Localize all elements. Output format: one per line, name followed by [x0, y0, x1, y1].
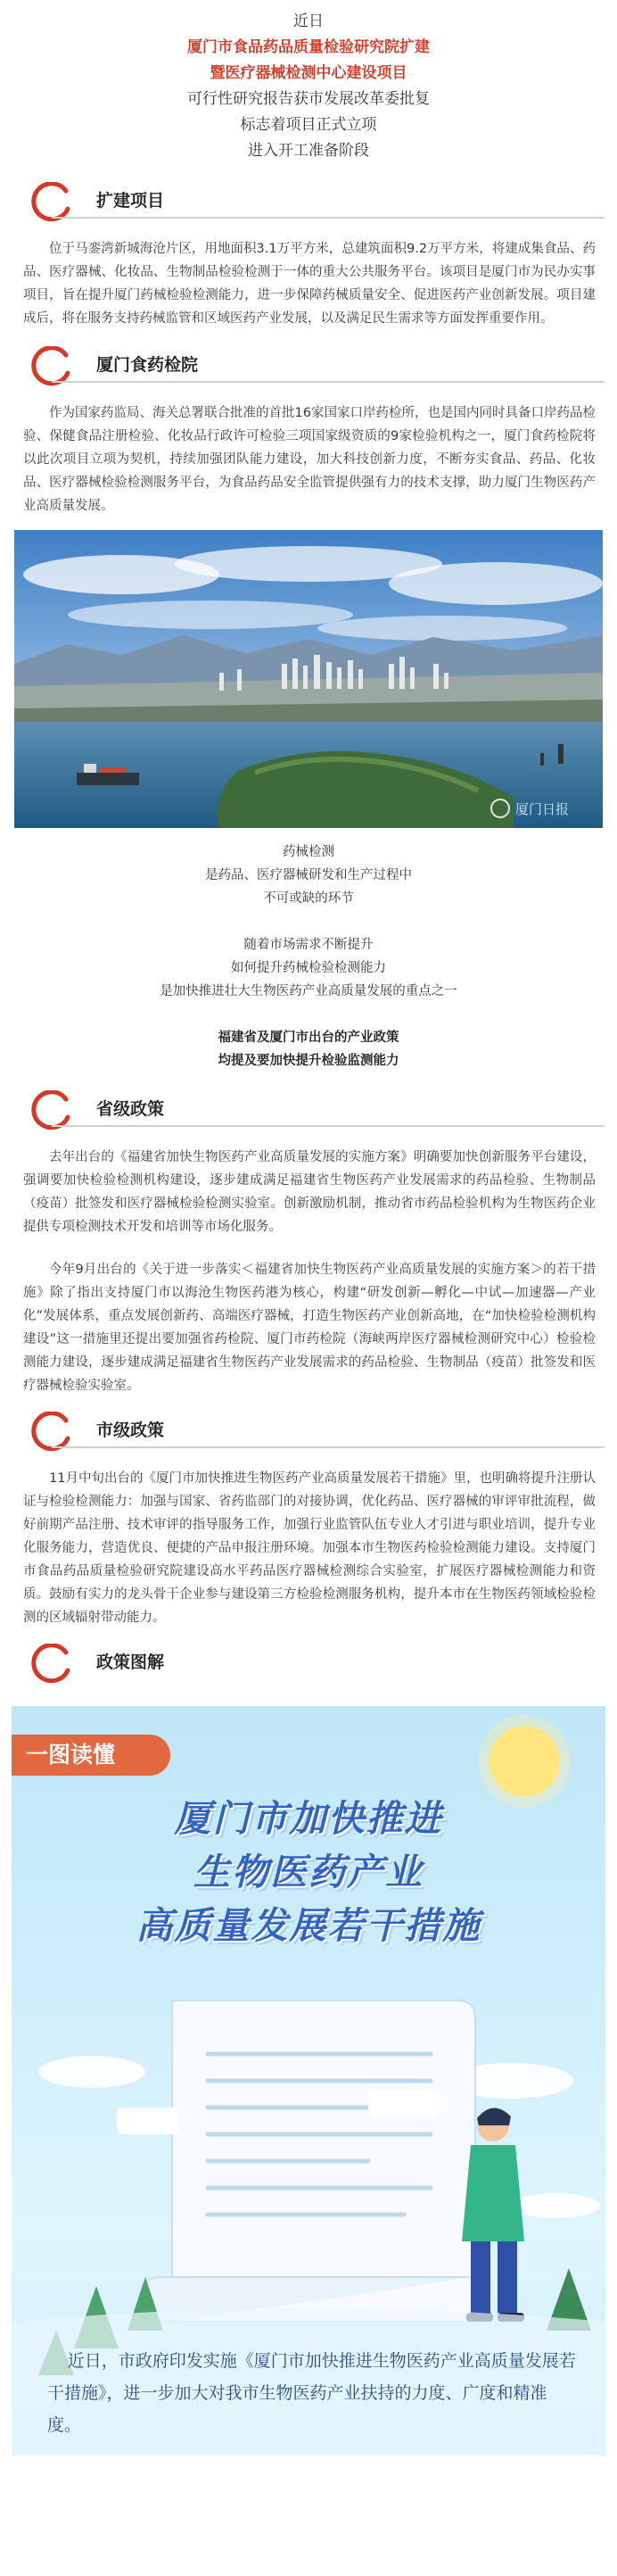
aerial-photo: [14, 530, 603, 828]
intro-line: 标志着项目正式立项: [240, 116, 377, 134]
section-paragraph: 位于马銮湾新城海沧片区，用地面积3.1万平方米，总建筑面积9.2万平方米，将建成集食品、药品、医疗器械、化妆品、生物制品检验检测于一体的重大公共服务平台。该项目是厦门市为民办实事项目，旨在提升厦门药械检验检测能力，进一步保障药械质量安全、促进医药产业创新发展。项目建成后，将在服务支持药械监管和区域医药产业发展，以及满足民生需求等方面发挥重要作用。: [23, 242, 596, 326]
intro-headline: 暨医疗器械检测中心建设项目: [210, 64, 407, 82]
section-header-expand: [0, 177, 617, 230]
section-header-institute: [0, 341, 617, 394]
quote-line: 如何提升药械检验检测能力: [231, 961, 386, 975]
arc-decoration-icon: [30, 1644, 71, 1685]
quote-line: 随着市场需求不断提升: [243, 938, 374, 952]
section-paragraph: 11月中旬出台的《厦门市加快推进生物医药产业高质量发展若干措施》里，也明确将提升注册认证与检验检测能力：加强与国家、省药监部门的对接协调，优化药品、医疗器械的审评审批流程，做好前期产品注册、技术审评的指导服务工作，加强行业监管队伍专业人才引进与职业培训，提升专业化服务能力，营造优良、便捷的产品申报注册环境。加强本市生物医药检验检测能力建设。支持厦门市食品药品质量检验研究院建设高水平药品医疗器械检测综合实验室，扩展医疗器械检测能力和资质。鼓励有实力的龙头骨干企业参与建设第三方检验检测服务机构，提升本市在生物医药领域检验检测的区域辐射带动能力。: [23, 1471, 596, 1625]
section-divider: [52, 1125, 605, 1127]
intro-line: 近日: [293, 12, 324, 30]
policy-poster: [12, 1706, 605, 2456]
intro-headline: 厦门市食品药品质量检验研究院扩建: [187, 38, 430, 56]
quote-block: [0, 933, 617, 1003]
poster-caption: 近日，市政府印发实施《厦门市加快推进生物医药产业高质量发展若干措施》，进一步加大对我市生物医药产业扶持的力度、广度和精准度。: [47, 2351, 576, 2435]
poster-tag: 一图读懂: [12, 1735, 170, 1776]
section-paragraph: 去年出台的《福建省加快生物医药产业高质量发展的实施方案》明确要加快创新服务平台建设，强调要加快检验检测机构建设，逐步建成满足福建省生物医药产业发展需求的药品检验、生物制品（疫苗）批签发和医疗器械检验检测实验室。创新激励机制，推动省市药品检验机构为生物医药企业提供专项检测技术开发和培训等市场化服务。: [23, 1150, 596, 1234]
section-divider: [52, 1446, 605, 1448]
section-divider: [52, 217, 605, 219]
quote-line: 药械检测: [283, 845, 334, 859]
section-title: 省级政策: [96, 1099, 165, 1119]
intro-line: 可行性研究报告获市发展改革委批复: [187, 90, 430, 108]
section-header-city: [0, 1406, 617, 1460]
section-title: 政策图解: [96, 1652, 165, 1672]
intro-line: 进入开工准备阶段: [248, 142, 369, 160]
quote-line: 是药品、医疗器械研发和生产过程中: [205, 868, 412, 882]
quote-line: 不可或缺的环节: [263, 891, 354, 906]
quote-line: 福建省及厦门市出台的产业政策: [218, 1031, 399, 1045]
section-header-graphic: [0, 1638, 617, 1692]
quote-line: 是加快推进壮大生物医药产业高质量发展的重点之一: [160, 984, 457, 998]
section-paragraph: 今年9月出台的《关于进一步落实＜福建省加快生物医药产业高质量发展的实施方案＞的若干措施》除了指出支持厦门市以海沧生物医药港为核心，构建“研发创新—孵化—中试—加速器—产业化”发展体系，重点发展创新药、高端医疗器械，打造生物医药产业创新高地，在“加快检验检测机构建设”这一措施里还提出要加强省药检院、厦门市药检院（海峡两岸医疗器械检测研究中心）检验检测能力建设，逐步建成满足福建省生物医药产业发展需求的药品检验、生物制品（疫苗）批签发和医疗器械检验实验室。: [23, 1263, 596, 1393]
intro-block: [0, 0, 617, 164]
aerial-photo-illustration: [14, 530, 603, 828]
photo-watermark: 厦门日报: [515, 801, 570, 817]
poster-heading-line: 生物医药产业: [193, 1851, 424, 1893]
quote-block: [0, 841, 617, 910]
section-header-province: [0, 1085, 617, 1139]
quote-block: [0, 1026, 617, 1073]
quote-line: 均提及要加快提升检验监测能力: [218, 1054, 399, 1068]
poster-heading-line: 高质量发展若干措施: [136, 1904, 481, 1947]
poster-heading: [12, 1792, 605, 1952]
section-divider: [52, 381, 605, 383]
poster-heading-line: 厦门市加快推进: [174, 1797, 443, 1840]
section-title: 厦门食药检院: [96, 355, 199, 375]
section-title: 扩建项目: [96, 191, 165, 211]
section-paragraph: 作为国家药监局、海关总署联合批准的首批16家国家口岸药检所，也是国内同时具备口岸药品检验、保健食品注册检验、化妆品行政许可检验三项国家级资质的9家检验机构之一，厦门食药检院将以此次项目立项为契机，持续加强团队能力建设，加大科技创新力度，不断夯实食品、药品、化妆品、医疗器械检验检测服务平台，为食品药品安全监管提供强有力的技术支撑，助力厦门生物医药产业高质量发展。: [23, 406, 596, 513]
section-title: 市级政策: [96, 1421, 165, 1440]
